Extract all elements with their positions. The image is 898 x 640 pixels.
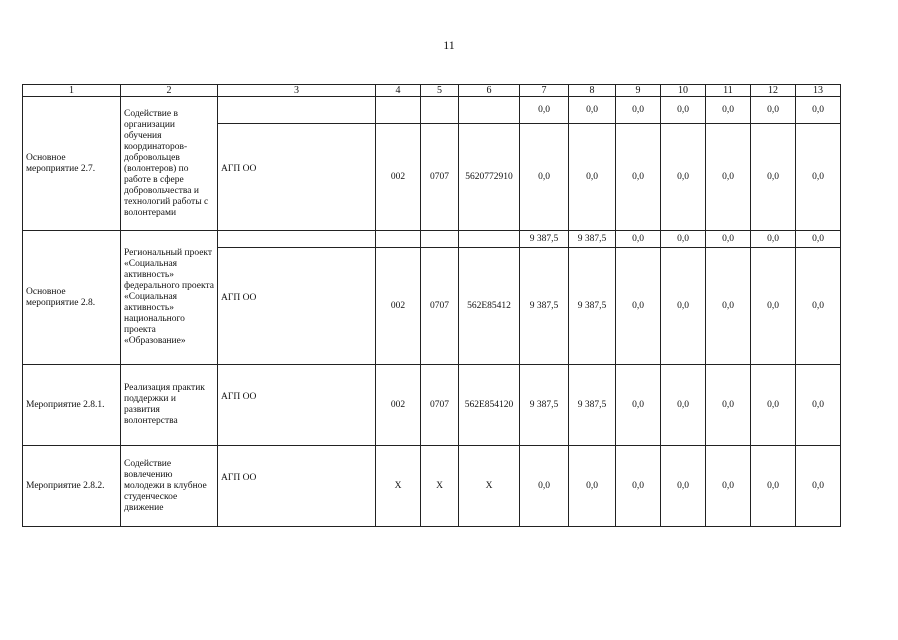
table-row bbox=[23, 365, 841, 446]
table-row bbox=[23, 446, 841, 527]
value-cell: 9 387,5 bbox=[569, 248, 616, 365]
value-cell: 0,0 bbox=[706, 365, 751, 446]
empty-cell bbox=[421, 97, 459, 124]
value-cell: 0,0 bbox=[751, 231, 796, 248]
value-cell: 0,0 bbox=[751, 365, 796, 446]
value-cell: 0,0 bbox=[520, 446, 569, 527]
header-cell: 11 bbox=[706, 85, 751, 97]
value-cell: 9 387,5 bbox=[520, 365, 569, 446]
value-cell: 0,0 bbox=[706, 124, 751, 231]
value-cell: 0,0 bbox=[616, 446, 661, 527]
value-cell: 9 387,5 bbox=[520, 231, 569, 248]
budget-table bbox=[22, 84, 841, 527]
value-cell: 9 387,5 bbox=[569, 365, 616, 446]
code-cell: 0707 bbox=[421, 248, 459, 365]
empty-cell bbox=[376, 231, 421, 248]
empty-cell bbox=[459, 97, 520, 124]
value-cell: 0,0 bbox=[796, 365, 841, 446]
value-cell: 0,0 bbox=[569, 446, 616, 527]
empty-cell bbox=[376, 97, 421, 124]
value-cell: 9 387,5 bbox=[569, 231, 616, 248]
page-number: 11 bbox=[443, 38, 455, 52]
executor-label: АГП ОО bbox=[221, 163, 257, 174]
empty-cell bbox=[459, 231, 520, 248]
header-cell: 3 bbox=[218, 85, 376, 97]
code-cell: 0707 bbox=[421, 365, 459, 446]
value-cell: 0,0 bbox=[520, 97, 569, 124]
value-cell: 0,0 bbox=[796, 124, 841, 231]
code-cell: Х bbox=[421, 446, 459, 527]
value-cell: 0,0 bbox=[661, 124, 706, 231]
event-description-2-8-2: Содействие вовлечению молодежи в клубное студенческое движение bbox=[121, 446, 218, 527]
event-description-2-8-1: Реализация практик поддержки и развития волонтерства bbox=[121, 365, 218, 446]
value-cell: 0,0 bbox=[751, 446, 796, 527]
header-cell: 5 bbox=[421, 85, 459, 97]
value-cell: 0,0 bbox=[661, 446, 706, 527]
value-cell: 0,0 bbox=[796, 97, 841, 124]
value-cell: 0,0 bbox=[661, 231, 706, 248]
value-cell: 0,0 bbox=[569, 124, 616, 231]
header-cell: 7 bbox=[520, 85, 569, 97]
empty-cell bbox=[421, 231, 459, 248]
table-row bbox=[23, 97, 841, 124]
empty-cell bbox=[218, 97, 376, 124]
executor-label: АГП ОО bbox=[221, 292, 257, 303]
value-cell: 0,0 bbox=[706, 231, 751, 248]
event-name-2-8-2: Мероприятие 2.8.2. bbox=[23, 446, 121, 527]
executor-cell bbox=[218, 124, 376, 231]
executor-cell bbox=[218, 365, 376, 446]
header-cell: 13 bbox=[796, 85, 841, 97]
table-row bbox=[23, 231, 841, 248]
event-name-2-7: Основное мероприятие 2.7. bbox=[23, 97, 121, 231]
value-cell: 0,0 bbox=[751, 97, 796, 124]
executor-cell bbox=[218, 446, 376, 527]
code-cell: 5620772910 bbox=[459, 124, 520, 231]
code-cell: 002 bbox=[376, 124, 421, 231]
header-cell: 12 bbox=[751, 85, 796, 97]
value-cell: 0,0 bbox=[616, 248, 661, 365]
header-cell: 4 bbox=[376, 85, 421, 97]
code-cell: 0707 bbox=[421, 124, 459, 231]
value-cell: 0,0 bbox=[796, 248, 841, 365]
event-description-2-8: Региональный проект «Социальная активность» федерального проекта «Социальная активность» национального проекта «Образование» bbox=[121, 231, 218, 365]
value-cell: 0,0 bbox=[616, 365, 661, 446]
code-cell: Х bbox=[459, 446, 520, 527]
event-description-2-7: Содействие в организации обучения координаторов-добровольцев (волонтеров) по работе в сфере добровольчества и технологий работы с волонтерами bbox=[121, 97, 218, 231]
executor-label: АГП ОО bbox=[221, 472, 257, 483]
header-cell: 8 bbox=[569, 85, 616, 97]
value-cell: 0,0 bbox=[796, 231, 841, 248]
executor-label: АГП ОО bbox=[221, 391, 257, 402]
code-cell: Х bbox=[376, 446, 421, 527]
header-cell: 6 bbox=[459, 85, 520, 97]
empty-cell bbox=[218, 231, 376, 248]
value-cell: 0,0 bbox=[616, 124, 661, 231]
executor-cell bbox=[218, 248, 376, 365]
header-cell: 1 bbox=[23, 85, 121, 97]
code-cell: 562E85412 bbox=[459, 248, 520, 365]
value-cell: 0,0 bbox=[661, 248, 706, 365]
value-cell: 0,0 bbox=[796, 446, 841, 527]
code-cell: 002 bbox=[376, 248, 421, 365]
header-cell: 9 bbox=[616, 85, 661, 97]
value-cell: 9 387,5 bbox=[520, 248, 569, 365]
event-name-2-8-1: Мероприятие 2.8.1. bbox=[23, 365, 121, 446]
code-cell: 002 bbox=[376, 365, 421, 446]
value-cell: 0,0 bbox=[706, 97, 751, 124]
value-cell: 0,0 bbox=[706, 248, 751, 365]
value-cell: 0,0 bbox=[520, 124, 569, 231]
code-cell: 562E854120 bbox=[459, 365, 520, 446]
header-cell: 10 bbox=[661, 85, 706, 97]
event-name-2-8: Основное мероприятие 2.8. bbox=[23, 231, 121, 365]
value-cell: 0,0 bbox=[706, 446, 751, 527]
value-cell: 0,0 bbox=[616, 231, 661, 248]
value-cell: 0,0 bbox=[751, 124, 796, 231]
header-cell: 2 bbox=[121, 85, 218, 97]
value-cell: 0,0 bbox=[616, 97, 661, 124]
header-row bbox=[23, 85, 841, 97]
value-cell: 0,0 bbox=[661, 97, 706, 124]
value-cell: 0,0 bbox=[569, 97, 616, 124]
value-cell: 0,0 bbox=[661, 365, 706, 446]
value-cell: 0,0 bbox=[751, 248, 796, 365]
